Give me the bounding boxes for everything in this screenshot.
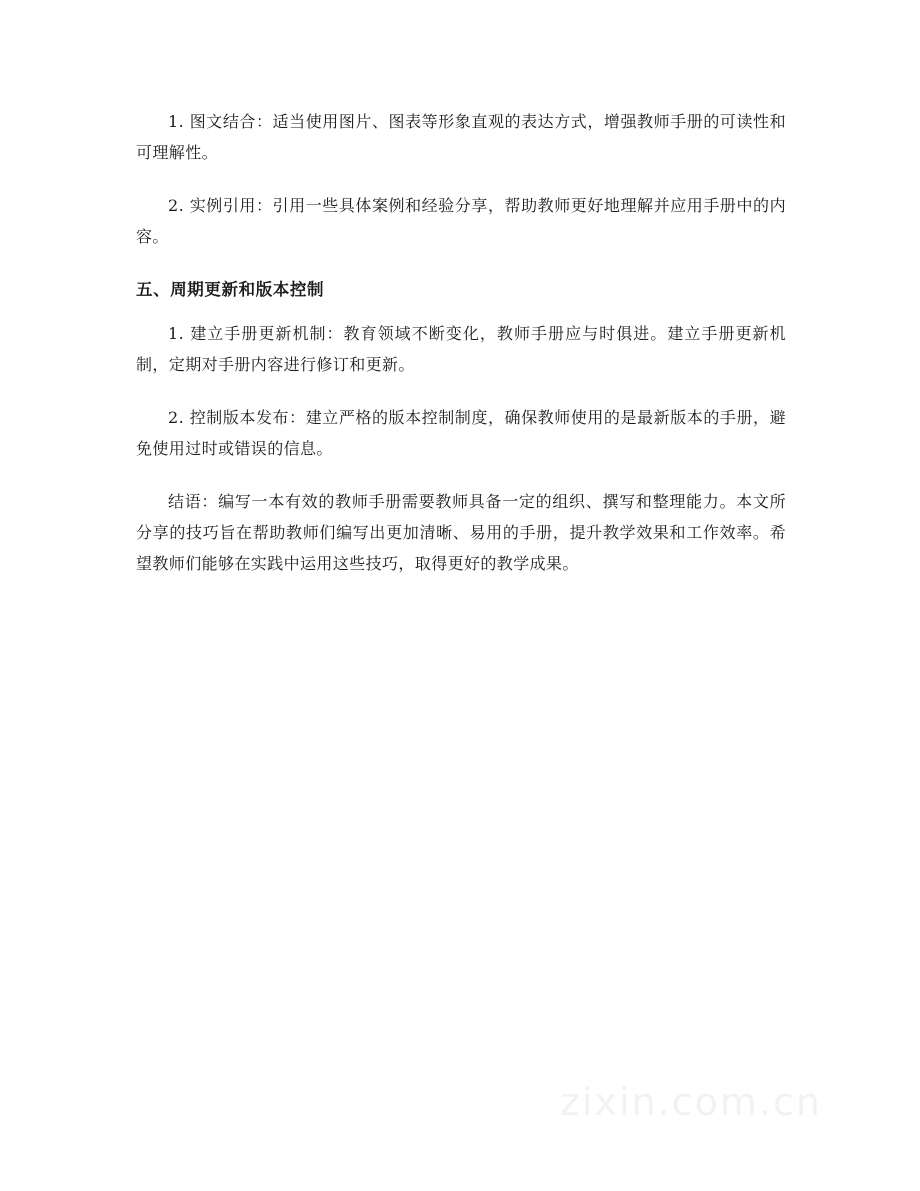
paragraph-update-mechanism: 1. 建立手册更新机制：教育领域不断变化，教师手册应与时俱进。建立手册更新机制，定期对手册内容进行修订和更新。 xyxy=(136,324,786,374)
paragraph-image-text: 1. 图文结合：适当使用图片、图表等形象直观的表达方式，增强教师手册的可读性和可理解性。 xyxy=(136,112,786,162)
document-body xyxy=(136,106,786,601)
section-heading-update-version: 五、周期更新和版本控制 xyxy=(136,280,325,299)
watermark: zixin.com.cn xyxy=(560,1080,822,1124)
paragraph-example-citation: 2. 实例引用：引用一些具体案例和经验分享，帮助教师更好地理解并应用手册中的内容。 xyxy=(136,196,786,246)
paragraph-conclusion: 结语：编写一本有效的教师手册需要教师具备一定的组织、撰写和整理能力。本文所分享的技巧旨在帮助教师们编写出更加清晰、易用的手册，提升教学效果和工作效率。希望教师们能够在实践中运用这些技巧，取得更好的教学成果。 xyxy=(136,492,786,573)
paragraph-version-control: 2. 控制版本发布：建立严格的版本控制制度，确保教师使用的是最新版本的手册，避免使用过时或错误的信息。 xyxy=(136,408,786,458)
